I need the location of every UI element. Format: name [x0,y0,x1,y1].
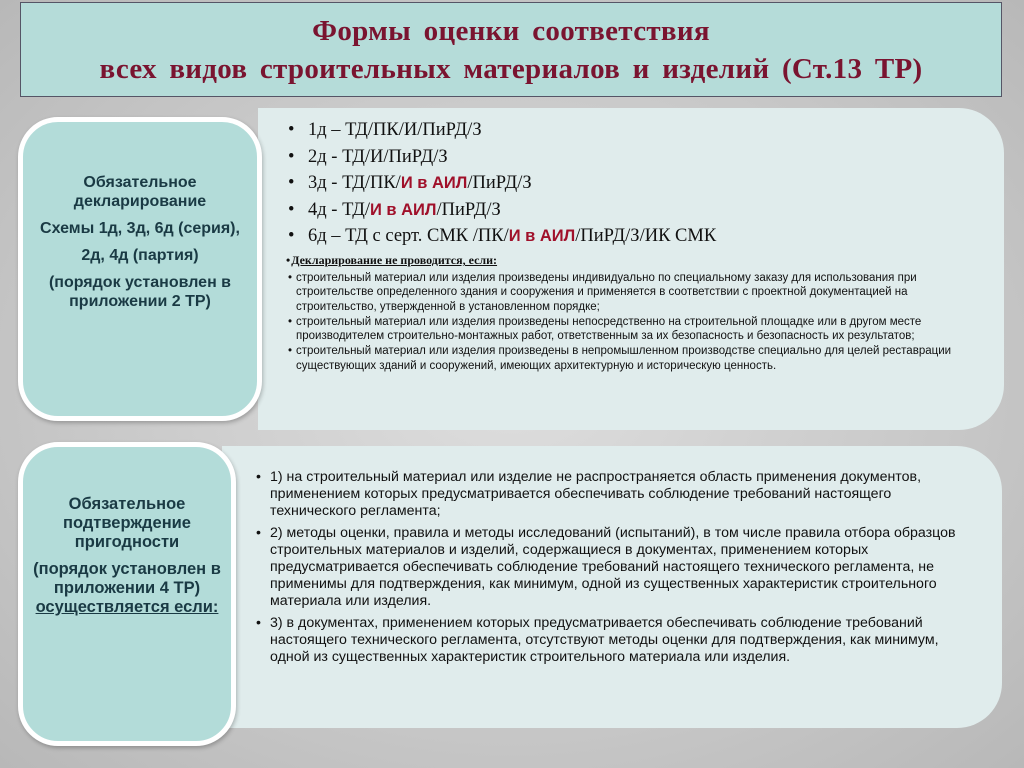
title-line-2: всех видов строительных материалов и изделий (Ст.13 ТР) [99,53,923,85]
exemption-list [288,271,968,374]
condition-item: • 2) методы оценки, правила и методы исследований (испытаний), в том числе правила отбора образцов строительных материалов и изделий, содержащиеся в документах, применением которых предусматривается обеспечивать соблюдение требований настоящего технического регламента, не применимы для подтверждения, как минимум, одной из существенных характеристик строительного материала или изделия. [254,525,969,610]
suitability-condition-lead: осуществляется если: [35,598,219,616]
exemption-item: • строительный материал или изделия произведены в непромышленном производстве специально для целей реставрации существующих зданий и сооружений, имеющих архитектурную и историческую ценность. [288,344,968,373]
declaration-label-box [18,117,262,421]
declaration-schemes-series: Схемы 1д, 3д, 6д (серия), [40,220,240,237]
condition-item: • 1) на строительный материал или изделие не распространяется область применения документов, применением которых предусматривается обеспечивать соблюдение требований настоящего технического регламента; [254,469,969,520]
declaration-procedure-note: (порядок установлен в приложении 2 ТР) [48,274,232,310]
exemption-heading: •Декларирование не проводится, если: [286,253,498,267]
exemption-item: • строительный материал или изделия произведены непосредственно на строительной площадке или в другом месте производителем строительно-монтажных работ, ответственным за их безопасность и безопасность их результатов; [288,315,968,344]
scheme-item: • 3д - ТД/ПК/И в АИЛ/ПиРД/З [286,170,986,197]
declaration-label: Обязательное декларирование [73,174,207,210]
declaration-schemes-batch: 2д, 4д (партия) [81,247,199,264]
scheme-item: • 6д – ТД с серт. СМК /ПК/И в АИЛ/ПиРД/З/ИК СМК [286,223,986,250]
scheme-item: • 1д – ТД/ПК/И/ПиРД/З [286,117,986,144]
suitability-label-box [18,442,236,746]
scheme-list [286,117,986,250]
condition-item: • 3) в документах, применением которых предусматривается обеспечивать соблюдение требований настоящего технического регламента, отсутствуют методы оценки для подтверждения, как минимум, одной из существенных характеристик строительного материала или изделия. [254,615,969,666]
title-box [20,2,1002,97]
suitability-label: Обязательное подтверждение пригодности [63,495,191,551]
scheme-item: • 4д - ТД/И в АИЛ/ПиРД/З [286,197,986,224]
suitability-procedure-note: (порядок установлен в приложении 4 ТР) осуществляется если: [33,560,221,616]
scheme-item: • 2д - ТД/И/ПиРД/З [286,144,986,171]
condition-list [254,469,969,671]
exemption-item: • строительный материал или изделия произведены индивидуально по специальному заказу для использования при строительстве определенного здания и сооружения и применяется в соответствии с проектной документацией на строительство, утвержденной в установленном порядке; [288,271,968,314]
title-line-1: Формы оценки соответствия [312,15,710,47]
